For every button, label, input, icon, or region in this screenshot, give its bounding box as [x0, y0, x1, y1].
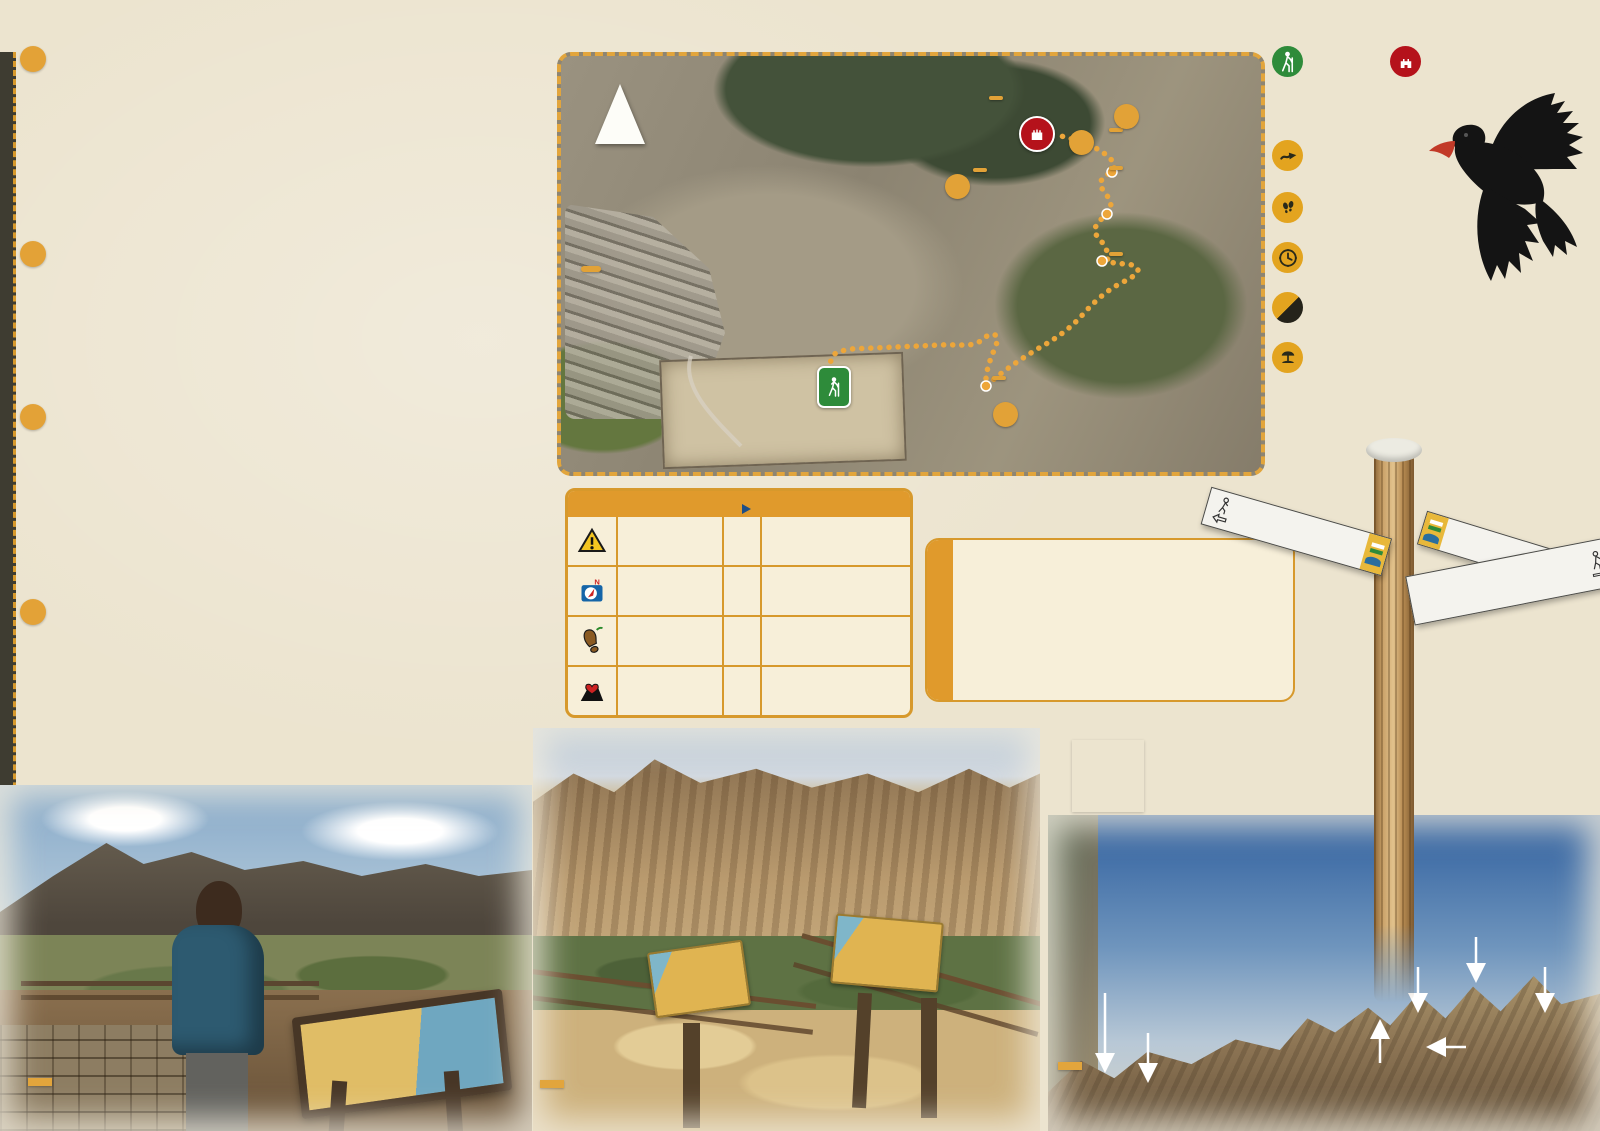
photo2-info-panel [647, 940, 751, 1019]
photo2-panel-post [921, 998, 937, 1118]
mide-desc-esfuerzo [762, 667, 910, 715]
trail-route-path [831, 136, 1138, 386]
sign1-details [1360, 546, 1362, 553]
svg-text:N: N [594, 577, 600, 587]
profile-title-bar [927, 540, 953, 700]
elevation-profile-panel [925, 538, 1295, 702]
poi-badge-2 [20, 241, 46, 267]
mide-value-itinerario [724, 567, 762, 615]
map-label-castillo [989, 96, 1003, 100]
chough-bird-illustration [1425, 85, 1600, 295]
cloud [300, 801, 500, 861]
mide-value-desplazamiento [724, 617, 762, 665]
annotation-arrows [1048, 815, 1600, 1131]
route-map [557, 52, 1265, 476]
poi-badge-4 [20, 599, 46, 625]
mide-logo-arrow-icon [742, 504, 751, 514]
photo2-foreground-rock [533, 1010, 1040, 1131]
cloud [40, 791, 210, 847]
north-arrow-icon [595, 84, 645, 144]
trailhead-hiker-icon [817, 366, 851, 408]
map-label-huerta [973, 168, 987, 172]
mide-label-itinerario [618, 567, 724, 615]
final-ruins-icon [1390, 46, 1421, 77]
map-label-calera [1109, 252, 1123, 256]
map-label-aljibe [1109, 166, 1123, 170]
mide-row-esfuerzo [568, 665, 910, 715]
mide-desc-medio [762, 517, 910, 565]
effort-heart-icon [568, 667, 618, 715]
elevation-profile-chart [963, 542, 1291, 696]
poi-badge-3 [20, 404, 46, 430]
map-marker-1 [993, 402, 1018, 427]
route-type-icon [1272, 140, 1303, 171]
mide-label-medio [618, 517, 724, 565]
route-overlay-svg [561, 56, 1253, 464]
photo2-panel-post [683, 1023, 700, 1128]
photo1-caption [28, 1078, 52, 1086]
map-label-estrecho [1109, 128, 1123, 132]
signpost-pole [1374, 450, 1414, 1002]
photo2-info-panel [830, 913, 944, 992]
mide-row-medio [568, 517, 910, 565]
hiker-arrow-left-icon [1209, 493, 1236, 527]
photo1-railing [21, 981, 319, 986]
photo1-person-legs [186, 1053, 248, 1131]
mide-label-esfuerzo [618, 667, 724, 715]
map-label-ricote [581, 266, 601, 272]
clock-icon [1272, 242, 1303, 273]
map-marker-2 [945, 174, 970, 199]
mide-header [568, 491, 910, 517]
mide-desc-itinerario [762, 567, 910, 615]
profile-plot-area [953, 540, 1293, 700]
sign2-label [1497, 537, 1501, 548]
castle-icon [1019, 116, 1055, 152]
inicio-hiker-icon [1272, 46, 1303, 77]
photo-mirador-espacios [0, 785, 532, 1131]
photo1-person-jacket [172, 925, 264, 1055]
bootprint-icon [568, 617, 618, 665]
sign3-label [1419, 566, 1588, 599]
mide-table [565, 488, 913, 718]
map-label-espacios [992, 376, 1006, 380]
warning-triangle-icon [568, 517, 618, 565]
compass-icon [568, 567, 618, 615]
mide-label-desplazamiento [618, 617, 724, 665]
slope-icon [1272, 292, 1303, 323]
photo-estrecho-solvente [533, 728, 1040, 1131]
hiker-icon [1585, 548, 1600, 581]
poi-badge-1 [20, 46, 46, 72]
mide-row-itinerario [568, 565, 910, 615]
photo2-caption [540, 1080, 564, 1088]
signpost-cap [1366, 438, 1422, 462]
photo3-caption [1058, 1062, 1082, 1070]
mide-row-desplazamiento [568, 615, 910, 665]
photo-castillo [1048, 815, 1600, 1131]
sign1-code [1360, 546, 1362, 552]
protected-tree-icon [1272, 342, 1303, 373]
map-marker-3 [1114, 104, 1139, 129]
mide-value-esfuerzo [724, 667, 762, 715]
map-marker-4 [1069, 130, 1094, 155]
mide-value-medio [724, 517, 762, 565]
footprints-icon [1272, 192, 1303, 223]
mide-desc-desplazamiento [762, 617, 910, 665]
qr-code [1072, 740, 1144, 817]
